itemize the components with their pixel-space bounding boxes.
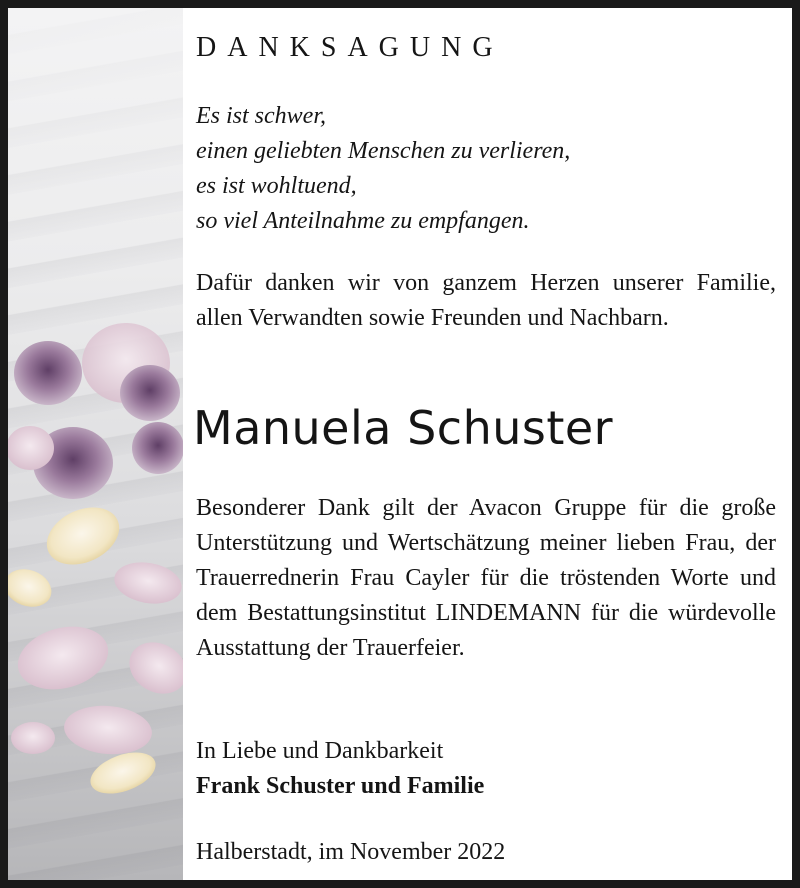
dried-roses: [8, 323, 183, 499]
roses-and-petals-illustration: [8, 8, 183, 880]
heading: DANKSAGUNG: [196, 32, 504, 63]
scattered-petals: [8, 496, 183, 801]
place-and-date: Halberstadt, im November 2022: [196, 839, 506, 865]
quote-line: einen geliebten Menschen zu verlieren,: [196, 138, 571, 164]
quote-line: so viel Anteilnahme zu empfangen.: [196, 208, 530, 234]
quote-block: [196, 99, 570, 239]
closing-block: [196, 734, 484, 804]
deceased-name: Manuela Schuster: [193, 401, 614, 455]
closing-line: In Liebe und Dankbarkeit: [196, 738, 444, 764]
quote-line: Es ist schwer,: [196, 103, 327, 129]
obituary-card: [8, 8, 792, 880]
flower-photo: [8, 8, 183, 880]
quote-line: es ist wohltuend,: [196, 173, 357, 199]
thanks-paragraph: Dafür danken wir von ganzem Herzen unserer Familie, allen Verwandten sowie Freunden und Nachbarn.: [196, 270, 776, 331]
special-thanks-paragraph: Besonderer Dank gilt der Avacon Gruppe für die große Unterstützung und Wertschätzung meiner lieben Frau, der Trauerrednerin Frau Cayler für die tröstenden Worte und dem Bestattungsinstitut LINDEMANN für die würdevolle Ausstattung der Trauerfeier.: [196, 495, 776, 661]
signature: Frank Schuster und Familie: [196, 773, 485, 799]
